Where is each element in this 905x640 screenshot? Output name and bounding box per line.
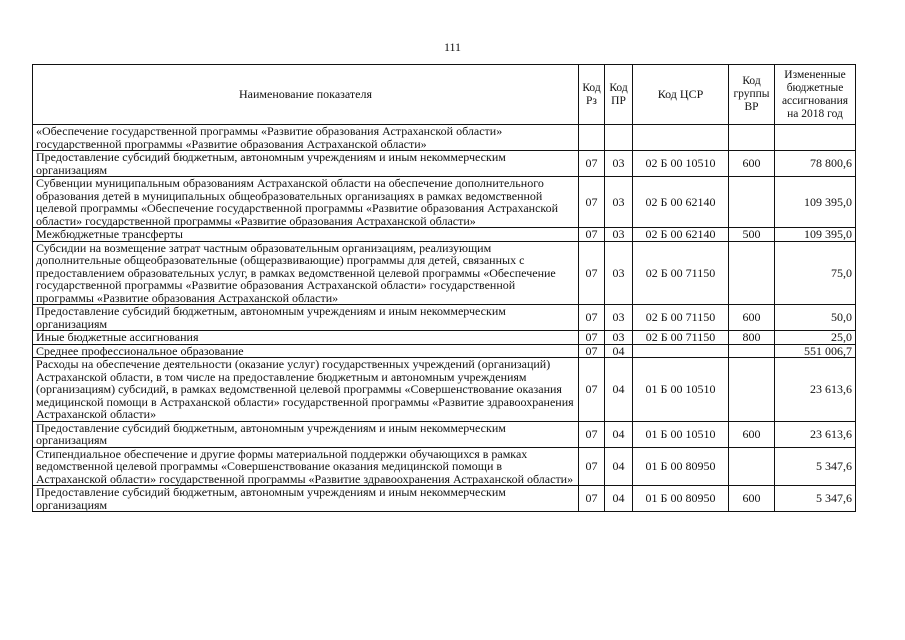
row-pr: 03	[605, 305, 633, 331]
row-name: Межбюджетные трансферты	[33, 228, 579, 242]
row-amount: 25,0	[775, 331, 856, 345]
budget-table	[32, 64, 856, 512]
table-body	[33, 125, 856, 512]
row-pr: 04	[605, 358, 633, 422]
table-row	[33, 486, 856, 512]
row-rz: 07	[579, 447, 605, 486]
row-vr	[729, 358, 775, 422]
row-name: «Обеспечение государственной программы «Развитие образования Астраханской области» государственной программы «Развитие образования Астраханской области»	[33, 125, 579, 151]
row-name: Предоставление субсидий бюджетным, автономным учреждениям и иным некоммерческим организациям	[33, 151, 579, 177]
row-amount: 78 800,6	[775, 151, 856, 177]
row-csr: 02 Б 00 71150	[633, 241, 729, 305]
row-name: Субвенции муниципальным образованиям Астраханской области на обеспечение дополнительного образования детей в муниципальных общеобразовательных организациях в рамках ведомственной целевой программы «Обеспечение государственной программы «Развитие образования Астраханской области» государственной программы «Развитие образования Астраханской области»	[33, 177, 579, 228]
row-rz	[579, 125, 605, 151]
row-pr: 04	[605, 344, 633, 358]
row-rz: 07	[579, 228, 605, 242]
table-header	[33, 65, 856, 125]
row-amount: 551 006,7	[775, 344, 856, 358]
row-vr	[729, 344, 775, 358]
row-pr: 03	[605, 241, 633, 305]
row-vr	[729, 125, 775, 151]
row-pr: 04	[605, 486, 633, 512]
table-row	[33, 447, 856, 486]
row-pr: 03	[605, 151, 633, 177]
table-row	[33, 305, 856, 331]
row-amount: 5 347,6	[775, 447, 856, 486]
row-rz: 07	[579, 486, 605, 512]
header-name: Наименование показателя	[33, 65, 579, 125]
row-csr: 02 Б 00 10510	[633, 151, 729, 177]
row-name: Расходы на обеспечение деятельности (оказание услуг) государственных учреждений (организаций) Астраханской области, в том числе на предоставление бюджетным и автономным учреждениям (организациям) субсидий, в рамках ведомственной целевой программы «Совершенствование оказания медицинской помощи в Астраханской области» государственной программы «Развитие здравоохранения Астраханской области»	[33, 358, 579, 422]
row-rz: 07	[579, 177, 605, 228]
row-pr: 04	[605, 447, 633, 486]
row-csr	[633, 125, 729, 151]
table-row	[33, 241, 856, 305]
row-amount: 5 347,6	[775, 486, 856, 512]
row-vr: 600	[729, 305, 775, 331]
row-name: Среднее профессиональное образование	[33, 344, 579, 358]
page-number: 111	[443, 40, 462, 54]
row-name: Предоставление субсидий бюджетным, автономным учреждениям и иным некоммерческим организациям	[33, 486, 579, 512]
table-row	[33, 125, 856, 151]
row-rz: 07	[579, 305, 605, 331]
row-vr	[729, 177, 775, 228]
row-pr: 04	[605, 421, 633, 447]
table-row	[33, 151, 856, 177]
header-row	[33, 65, 856, 125]
header-amount: Измененные бюджетные ассигнования на 2018 год	[775, 65, 856, 125]
row-pr: 03	[605, 228, 633, 242]
row-rz: 07	[579, 331, 605, 345]
row-vr	[729, 241, 775, 305]
row-pr: 03	[605, 331, 633, 345]
row-rz: 07	[579, 344, 605, 358]
row-csr: 02 Б 00 71150	[633, 305, 729, 331]
row-amount: 23 613,6	[775, 421, 856, 447]
row-rz: 07	[579, 151, 605, 177]
row-amount	[775, 125, 856, 151]
row-amount: 23 613,6	[775, 358, 856, 422]
row-csr: 01 Б 00 80950	[633, 486, 729, 512]
row-csr	[633, 344, 729, 358]
header-csr: Код ЦСР	[633, 65, 729, 125]
row-name: Предоставление субсидий бюджетным, автономным учреждениям и иным некоммерческим организациям	[33, 305, 579, 331]
row-csr: 02 Б 00 62140	[633, 177, 729, 228]
row-vr	[729, 447, 775, 486]
row-name: Субсидии на возмещение затрат частным образовательным организациям, реализующим дополнительные общеобразовательные (общеразвивающие) программы для детей, связанных с предоставлением образовательных услуг, в рамках ведомственной целевой программы «Обеспечение государственной программы «Развитие образования Астраханской области» государственной программы «Развитие образования Астраханской области»	[33, 241, 579, 305]
row-name: Стипендиальное обеспечение и другие формы материальной поддержки обучающихся в рамках ведомственной целевой программы «Совершенствование оказания медицинской помощи в Астраханской области» государственной программы «Развитие здравоохранения Астраханской области»	[33, 447, 579, 486]
row-vr: 600	[729, 486, 775, 512]
row-amount: 75,0	[775, 241, 856, 305]
row-pr	[605, 125, 633, 151]
row-rz: 07	[579, 358, 605, 422]
row-amount: 109 395,0	[775, 228, 856, 242]
row-csr: 01 Б 00 80950	[633, 447, 729, 486]
row-name: Иные бюджетные ассигнования	[33, 331, 579, 345]
header-pr: Код ПР	[605, 65, 633, 125]
row-amount: 50,0	[775, 305, 856, 331]
row-vr: 600	[729, 151, 775, 177]
row-rz: 07	[579, 421, 605, 447]
table-row	[33, 177, 856, 228]
row-amount: 109 395,0	[775, 177, 856, 228]
header-rz: Код Рз	[579, 65, 605, 125]
row-vr: 800	[729, 331, 775, 345]
table-row	[33, 228, 856, 242]
table-row	[33, 358, 856, 422]
table-row	[33, 331, 856, 345]
row-csr: 01 Б 00 10510	[633, 358, 729, 422]
row-vr: 600	[729, 421, 775, 447]
table-row	[33, 344, 856, 358]
table-row	[33, 421, 856, 447]
row-csr: 01 Б 00 10510	[633, 421, 729, 447]
header-vr: Код группы ВР	[729, 65, 775, 125]
row-pr: 03	[605, 177, 633, 228]
row-csr: 02 Б 00 71150	[633, 331, 729, 345]
row-name: Предоставление субсидий бюджетным, автономным учреждениям и иным некоммерческим организациям	[33, 421, 579, 447]
row-rz: 07	[579, 241, 605, 305]
row-csr: 02 Б 00 62140	[633, 228, 729, 242]
row-vr: 500	[729, 228, 775, 242]
